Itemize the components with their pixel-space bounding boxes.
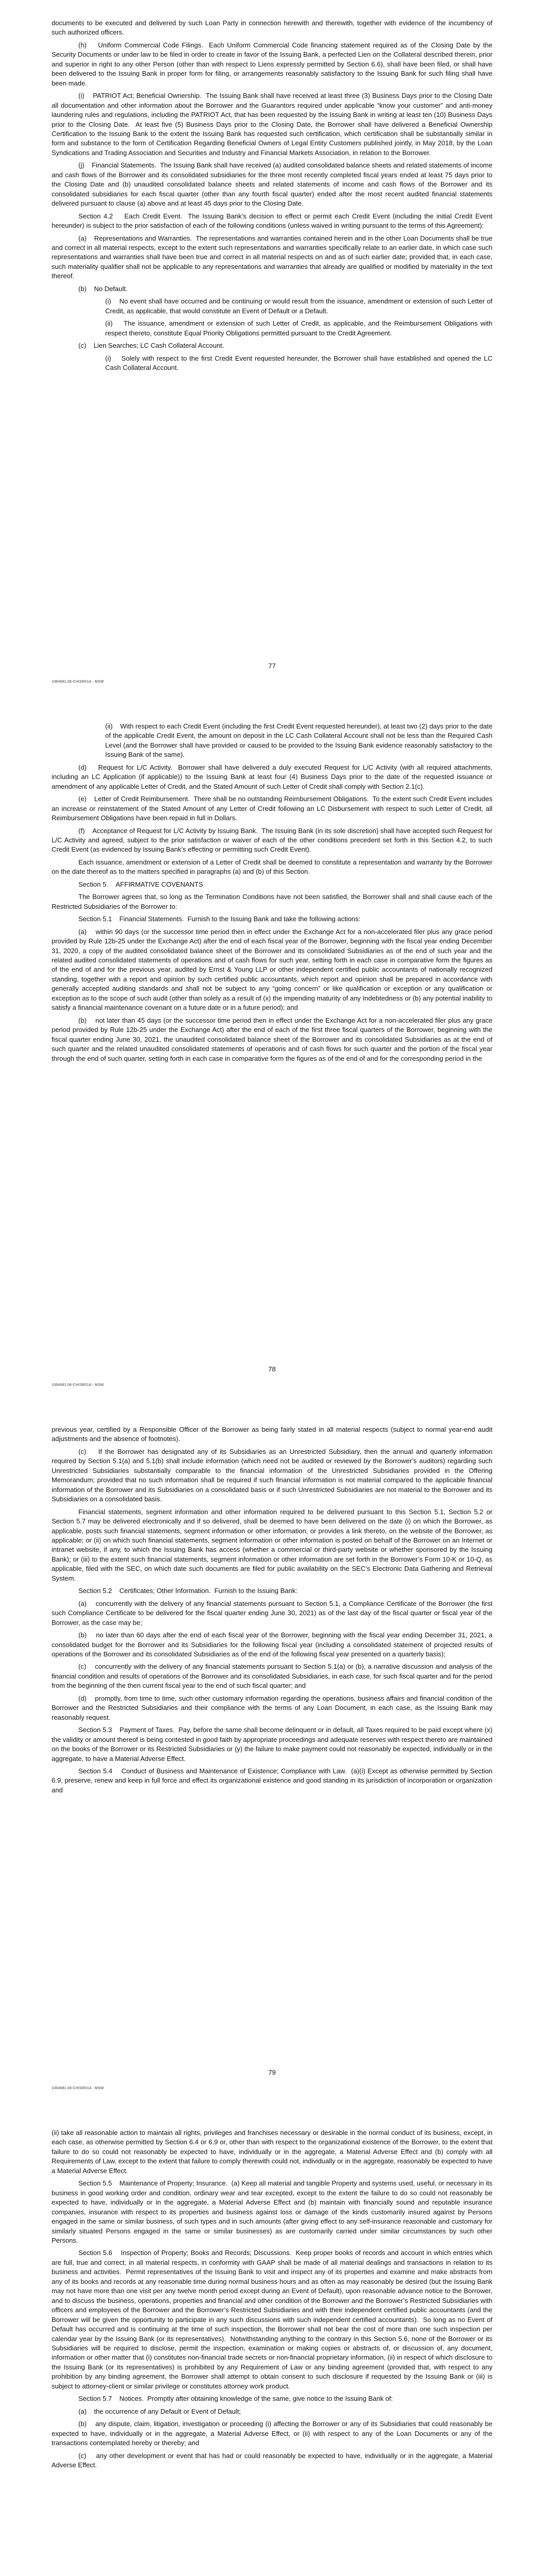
section-heading-paragraph: Section 5.1 Financial Statements. Furnish to the Issuing Bank and take the following actions: (78, 915, 361, 923)
section-heading-paragraph: Section 5.7 Notices. Promptly after obtaining knowledge of the same, give notice to the Issuing Bank of: (78, 2395, 393, 2403)
paragraph: (ii) take all reasonable action to maintain all rights, privileges and franchises necessary or desirable in the normal conduct of its business, except, in each case, as otherwise permitted by Section 6.4 or 6.9 or, other than with respect to the organizational existence of the Borrower, to the extent that failure to do so could not reasonably be expected to have, individually or in the aggregate, a Material Adverse Effect and (b) comply with all Requirements of Law, except to the extent that failure to comply therewith could not, individually or in the aggregate, reasonably be expected to have a Material Adverse Effect. (52, 2129, 492, 2175)
paragraph: (d) promptly, from time to time, such other customary information regarding the operations, business affairs and financial condition of the Borrower and the Restricted Subsidiaries and their compliance with the terms of any Loan Document, in each case, as the Issuing Bank may reasonably request. (52, 1694, 492, 1721)
paragraph: documents to be executed and delivered by such Loan Party in connection herewith and therewith, together with evidence of the incumbency of such authorized officers. (52, 19, 492, 37)
page-body (52, 19, 492, 372)
page-body (52, 722, 492, 1063)
paragraph: (b) No Default. (78, 284, 128, 293)
section-heading: Section 5. AFFIRMATIVE COVENANTS (78, 880, 203, 888)
paragraph: Financial statements, segment information and other information required to be delivered pursuant to this Section 5.1, Section 5.2 or Section 5.7 may be delivered electronically and if so delivered, shall be deemed to have been delivered on the date (i) on which the Borrower, as applicable, posts such financial statements, segment information or other information, or provides a link thereto, on the website of the Borrower, as applicable; or (ii) on which such financial statements, segment information or other information is posted on behalf of the Borrower on an Internet or intranet website, if any, to which the Issuing Bank has access (whether a commercial or third-party website or whether sponsored by the Issuing Bank); or (iii) to the extent such financial statements, segment information or other information are set forth in the Borrower’s Form 10-K or 10-Q, as applicable, filed with the SEC, on which date such documents are filed for public availability on the SEC’s Electronic Data Gathering and Retrieval System. (52, 1507, 492, 1582)
page-number: 79 (268, 2069, 276, 2076)
page-number: 78 (268, 1365, 276, 1373)
paragraph: (c) If the Borrower has designated any of its Subsidiaries as an Unrestricted Subsidiary, then the annual and quarterly information required by Section 5.1(a) and 5.1(b) shall include information (which need not be audited or reviewed by the Borrower’s auditors) regarding such Unrestricted Subsidiaries substantially comparable to the financial information of the Unrestricted Subsidiaries provided in the Offering Memorandum; provided that no such information shall be required if such financial information is not material compared to the applicable financial information of the Borrower and its Subsidiaries on a consolidated basis or if such Unrestricted Subsidiaries are not material to the Borrower and its Subsidiaries on a consolidated basis. (52, 1447, 492, 1503)
document-id: 1064681.06-CHISR01A - MSW (52, 2087, 104, 2090)
document-page (0, 0, 544, 703)
paragraph: (ii) With respect to each Credit Event (including the first Credit Event requested hereunder), at least two (2) days prior to the date of the applicable Credit Event, the amount on deposit in the LC Cash Collateral Account shall not be less than the Required Cash Level (and the Borrower shall have provided or caused to be provided to the Issuing Bank evidence reasonably satisfactory to the Issuing Bank of the same). (105, 722, 492, 759)
paragraph: previous year, certified by a Responsible Officer of the Borrower as being fairly stated in all material respects (subject to normal year-end audit adjustments and the absence of footnotes). (52, 1426, 492, 1443)
section-heading-paragraph: Section 5.4 Conduct of Business and Maintenance of Existence; Compliance with Law. (a)(i) Except as otherwise permitted by Section 6.9, preserve, renew and keep in full force and effect its organizational existence and good standing in its jurisdiction of incorporation or organization and (52, 1767, 492, 1794)
paragraph: (b) no later than 60 days after the end of each fiscal year of the Borrower, beginning with the fiscal year ending December 31, 2021, a consolidated budget for the Borrower and its Subsidiaries for the following fiscal year (including a consolidated statement of projected results of operations of the Borrower and its consolidated Subsidiaries as of the end of the following fiscal year presented on a quarterly basis); (52, 1631, 492, 1658)
paragraph: Each issuance, amendment or extension of a Letter of Credit shall be deemed to constitute a representation and warranty by the Borrower on the date thereof as to the matters specified in paragraphs (a) and (b) of this Section. (52, 858, 492, 876)
section-heading-paragraph: Section 5.5 Maintenance of Property; Insurance. (a) Keep all material and tangible Property and systems used, useful, or necessary in its business in good working order and condition, ordinary wear and tear excepted, except to the extent the failure to do so could not reasonably be expected to have, individually or in the aggregate, a Material Adverse Effect and (b) maintain with financially sound and reputable insurance companies, insurance with respect to its properties and business against loss or damage of the kinds customarily insured against by Persons engaged in the same or similar business, of such types and in such amounts (after giving effect to any self-insurance reasonable and customary for similarly situated Persons engaged in the same or similar businesses) as are customarily carried under similar circumstances by such other Persons. (52, 2179, 492, 2244)
paragraph: The Borrower agrees that, so long as the Termination Conditions have not been satisfied, the Borrower shall and shall cause each of the Restricted Subsidiaries of the Borrower to: (52, 893, 492, 910)
paragraph: (i) PATRIOT Act; Beneficial Ownership. The Issuing Bank shall have received at least three (3) Business Days prior to the Closing Date all documentation and other information about the Borrower and the Guarantors required under applicable “know your customer” and anti-money laundering rules and regulations, including the PATRIOT Act, that has been requested by the Issuing Bank in writing at least ten (10) Business Days prior to the Closing Date. At least five (5) Business Days prior to the Closing Date, the Borrower shall have delivered a Beneficial Ownership Certification to the Issuing Bank to the extent the Issuing Bank has requested such certification, which certification shall be substantially similar in form and substance to the form of Certification Regarding Beneficial Owners of Legal Entity Customers published jointly, in May 2018, by the Loan Syndications and Trading Association and Securities and Industry and Financial Markets Association, in relation to the Borrower. (52, 92, 492, 157)
document-page (0, 703, 544, 1406)
paragraph: (e) Letter of Credit Reimbursement. There shall be no outstanding Reimbursement Obligations. To the extent such Credit Event includes an increase or reinstatement of the Stated Amount of any Letter of Credit following an LC Disbursement with respect to such Letter of Credit, all Reimbursement Obligations have been repaid in full in Dollars. (52, 795, 492, 822)
paragraph: (i) No event shall have occurred and be continuing or would result from the issuance, amendment or extension of such Letter of Credit, as applicable, that would constitute an Event of Default or a Default. (105, 297, 492, 315)
page-body (52, 2128, 492, 2470)
paragraph: (a) concurrently with the delivery of any financial statements pursuant to Section 5.1, a Compliance Certificate of the Borrower (the first such Compliance Certificate to be delivered for the fiscal quarter ending June 30, 2021) as of the last day of the fiscal quarter or fiscal year of the Borrower, as the case may be; (52, 1599, 492, 1626)
document-id: 1064681.06-CHISR01A - MSW (52, 680, 104, 684)
section-heading-paragraph: Section 4.2 Each Credit Event. The Issuing Bank’s decision to effect or permit each Credit Event (including the initial Credit Event hereunder) is subject to the prior satisfaction of each of the following conditions (unless waived in writing pursuant to the terms of this Agreement): (52, 212, 492, 230)
paragraph: (c) Lien Searches; LC Cash Collateral Account. (78, 342, 224, 350)
paragraph: (c) any other development or event that has had or could reasonably be expected to have, individually or in the aggregate, a Material Adverse Effect. (52, 2451, 492, 2469)
paragraph: (b) not later than 45 days (or the successor time period then in effect under the Exchange Act for a non-accelerated filer plus any grace period provided by Rule 12b-25 under the Exchange Act) after the end of each of the first three fiscal quarters of the Borrower, beginning with the fiscal quarter ending June 30, 2021, the unaudited consolidated balance sheet of the Borrower and its consolidated Subsidiaries as at the end of such quarter and the related unaudited consolidated statements of operations and of cash flows for such quarter and the portion of the fiscal year through the end of such quarter, setting forth in each case in comparative form the figures as of the end of and for the corresponding period in the (52, 1016, 492, 1062)
paragraph: (f) Acceptance of Request for L/C Activity by Issuing Bank. The Issuing Bank (in its sole discretion) shall have accepted such Request for L/C Activity and agreed, subject to the prior satisfaction or waiver of each of the other conditions precedent set forth in this Section 4.2, to such Credit Event (as evidenced by Issuing Bank’s effecting or permitting such Credit Event). (52, 826, 492, 854)
paragraph: (i) Solely with respect to the first Credit Event requested hereunder, the Borrower shall have established and opened the LC Cash Collateral Account. (105, 354, 492, 371)
paragraph: (b) any dispute, claim, litigation, investigation or proceeding (i) affecting the Borrower or any of its Subsidiaries that could reasonably be expected to have, individually or in the aggregate, a Material Adverse Effect, or (ii) with respect to any of the Loan Documents or any of the transactions contemplated hereby or thereby; and (52, 2420, 492, 2447)
paragraph: (ii) The issuance, amendment or extension of such Letter of Credit, as applicable, and the Reimbursement Obligations with respect thereto, constitute Equal Priority Obligations permitted pursuant to the Credit Agreement. (105, 319, 492, 337)
paragraph: (a) the occurrence of any Default or Event of Default; (78, 2407, 241, 2415)
document-id: 1064681.06-CHISR01A - MSW (52, 1383, 104, 1387)
paragraph: (a) Representations and Warranties. The representations and warranties contained herein and in the other Loan Documents shall be true and correct in all material respects, except to the extent such representations and warranties specifically relate to an earlier date, in which case such representations and warranties shall have been true and correct in all material respects on and as of such earlier date; provided that, in each case, such materiality qualifier shall not be applicable to any representations and warranties that already are qualified or modified by materiality in the text thereof. (52, 234, 492, 280)
section-heading-paragraph: Section 5.3 Payment of Taxes. Pay, before the same shall become delinquent or in default, all Taxes required to be paid except where (x) the validity or amount thereof is being contested in good faith by appropriate proceedings and adequate reserves with respect thereto are maintained on the books of the Borrower or its Restricted Subsidiaries or (y) the failure to make payment could not reasonably be expected, individually or in the aggregate, to have a Material Adverse Effect. (52, 1726, 492, 1762)
paragraph: (d) Request for L/C Activity. Borrower shall have delivered a duly executed Request for L/C Activity (with all required attachments, including an LC Application (if applicable)) to the Issuing Bank at least four (4) Business Days prior to the date of the requested issuance or amendment of any applicable Letter of Credit, and the Stated Amount of such Letter of Credit shall comply with Section 2.1(c). (52, 763, 492, 790)
section-heading-paragraph: Section 5.2 Certificates; Other Information. Furnish to the Issuing Bank: (78, 1587, 298, 1595)
page-number: 77 (268, 662, 276, 670)
paragraph: (j) Financial Statements. The Issuing Bank shall have received (a) audited consolidated balance sheets and related statements of income and cash flows of the Borrower and its consolidated subsidiaries for the three most recently completed fiscal years ended at least 75 days prior to the Closing Date and (b) unaudited consolidated balance sheets and related statements of income and cash flows of the Borrower and its consolidated subsidiaries for each fiscal quarter (other than any fourth fiscal quarter) ended after the most recent audited financial statements delivered pursuant to clause (a) above and at least 45 days prior to the Closing Date. (52, 161, 492, 208)
paragraph: (a) within 90 days (or the successor time period then in effect under the Exchange Act for a non-accelerated filer plus any grace period provided by Rule 12b-25 under the Exchange Act) after the end of each fiscal year of the Borrower, beginning with the fiscal year ending December 31, 2020, a copy of the audited consolidated balance sheet of the Borrower and its consolidated Subsidiaries as of the end of such year and the related audited consolidated statements of operations and of cash flows for such year, setting forth in each case in comparative form the figures as of the end of and for the previous year, audited by Ernst & Young LLP or other independent certified public accountants of nationally recognized standing, together with a report and opinion by such certified public accountants, which report and opinion shall be prepared in accordance with generally accepted auditing standards and shall not be subject to any “going concern” or like qualification or exception or any qualification or exception as to the scope of such audit (other than solely as a result of (x) the impending maturity of any Indebtedness or (b) any potential inability to satisfy a financial maintenance covenant on a future date or in a future period); and (52, 927, 492, 1012)
paragraph: (c) concurrently with the delivery of any financial statements pursuant to Section 5.1(a) or (b), a narrative discussion and analysis of the financial condition and results of operations of the Borrower and its consolidated Subsidiaries, in each case, for such fiscal quarter and for the period from the beginning of the then current fiscal year to the end of such fiscal quarter; and (52, 1663, 492, 1690)
section-heading-paragraph: Section 5.6 Inspection of Property; Books and Records; Discussions. Keep proper books of records and account in which entries which are full, true and correct, in all material respects, in conformity with GAAP shall be made of all material dealings and transactions in relation to its business and activities. Permit representatives of the Issuing Bank to visit and inspect any of its properties and examine and make abstracts from any of its books and records at any reasonable time during normal business hours and as often as may reasonably be desired (but the Issuing Bank may not have more than one visit per any twelve month period except during an Event of Default), upon reasonable advance notice to the Borrower, and to discuss the business, operations, properties and financial and other condition of the Borrower and the Borrower’s Restricted Subsidiaries with officers and employees of the Borrower and the Borrower’s Restricted Subsidiaries and with their independent certified public accountants (and the Borrower will be given the opportunity to participate in any such discussions with such independent certified accountants). So long as no Event of Default has occurred and is continuing at the time of such inspection, the Borrower shall not bear the cost of more than one such inspection per calendar year by the Issuing Bank (or its representatives). Notwithstanding anything to the contrary in this Section 5.6, none of the Borrower or its Subsidiaries will be required to disclose, permit the inspection, examination or making copies or abstracts of, or discussion of, any document, information or other matter that (i) constitutes non-financial trade secrets or non-financial proprietary information, (ii) in respect of which disclosure to the Issuing Bank (or its representatives) is prohibited by any Requirement of Law or any binding agreement (provided that, with respect to any prohibition by any binding agreement, the Borrower shall attempt to obtain consent to such disclosure if requested by the Issuing Bank or (iii) is subject to attorney-client or similar privilege or constitutes attorney work product. (52, 2249, 492, 2390)
page-body (52, 1425, 492, 1795)
document-page (0, 2110, 544, 2576)
document-page (0, 1406, 544, 2110)
paragraph: (h) Uniform Commercial Code Filings. Each Uniform Commercial Code financing statement required as of the Closing Date by the Security Documents or under law to be filed in order to create in favor of the Issuing Bank, a perfected Lien on the Collateral described therein, prior and superior in right to any other Person (other than with respect to Liens expressly permitted by Section 6.6), shall have been filed, or shall have been delivered to the Issuing Bank in proper form for filing, or arrangements reasonably satisfactory to the Issuing Bank for such filing shall have been made. (52, 41, 492, 87)
